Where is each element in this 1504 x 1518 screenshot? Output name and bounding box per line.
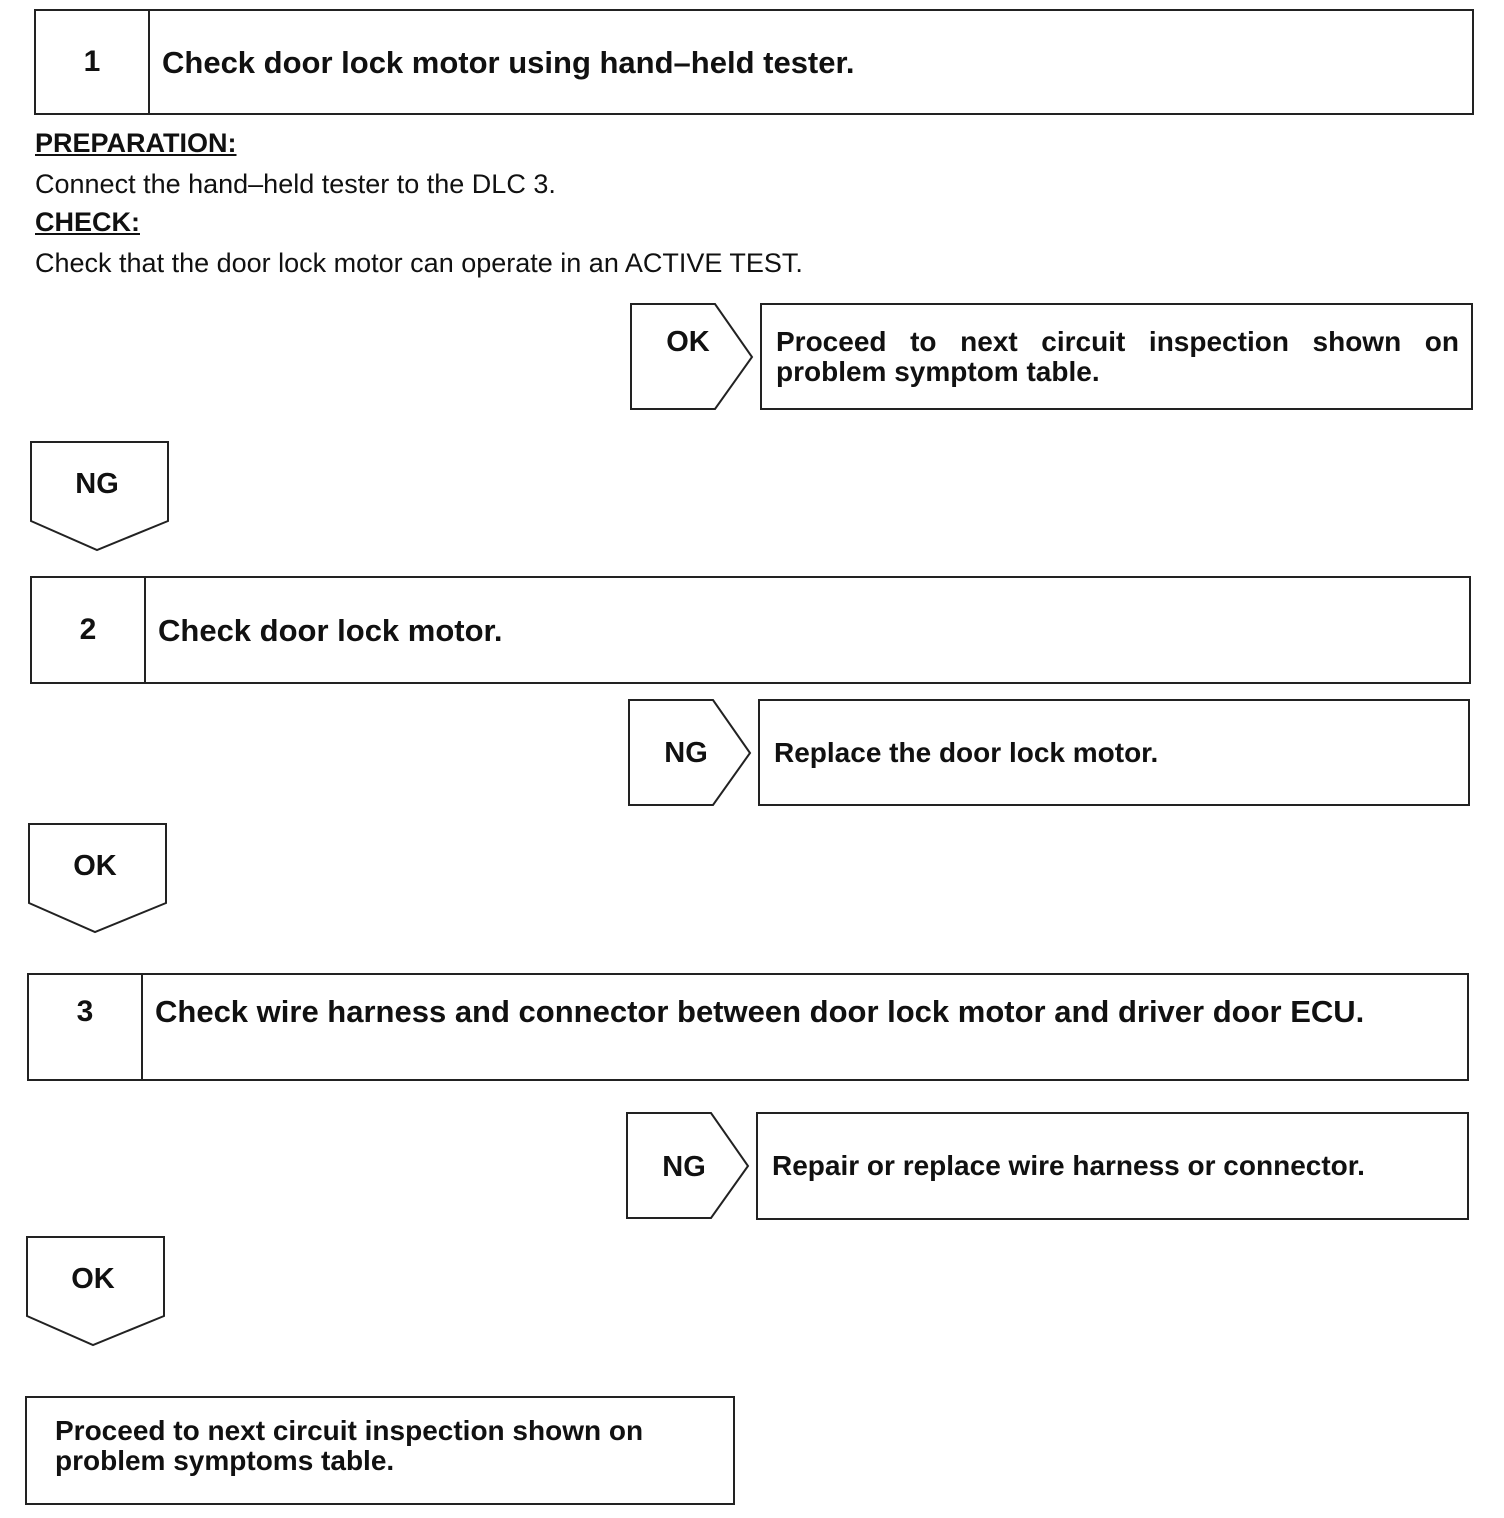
step-1-ng-down-arrow	[30, 441, 170, 553]
step-2-ng-right-arrow	[628, 699, 753, 807]
step-2-number: 2	[32, 578, 146, 682]
step-1-ok-label: OK	[666, 326, 710, 358]
preparation-label: PREPARATION:	[35, 128, 237, 158]
step-2-ok-down-arrow	[28, 823, 168, 935]
step-3-title: Check wire harness and connector between door lock motor and driver door ECU.	[155, 994, 1365, 1029]
step-3-ng-label: NG	[662, 1151, 706, 1183]
step-2-ok-label: OK	[73, 850, 117, 882]
step-3-number: 3	[29, 975, 143, 1079]
preparation-text: Connect the hand–held tester to the DLC 3.	[35, 169, 556, 199]
step-2-box	[30, 576, 1471, 684]
step-3-ng-right-arrow	[626, 1112, 751, 1220]
step-1-ng-label: NG	[75, 468, 119, 500]
step-1-number: 1	[36, 11, 150, 113]
check-label: CHECK:	[35, 207, 140, 237]
step-1-box	[34, 9, 1474, 115]
step-1-ok-result: Proceed to next circuit inspection shown on problem symptom table.	[760, 303, 1473, 410]
step-1-ok-right-arrow	[630, 303, 755, 411]
step-3-ok-down-arrow	[26, 1236, 166, 1348]
step-1-title: Check door lock motor using hand–held tester.	[162, 44, 855, 80]
step-3-ng-result: Repair or replace wire harness or connector.	[756, 1112, 1469, 1220]
step-3-ok-label: OK	[71, 1263, 115, 1295]
check-text: Check that the door lock motor can operate in an ACTIVE TEST.	[35, 248, 803, 278]
step-3-box	[27, 973, 1469, 1081]
final-result-box: Proceed to next circuit inspection shown on problem symptoms table.	[25, 1396, 735, 1505]
step-2-ng-label: NG	[664, 737, 708, 769]
step-2-title: Check door lock motor.	[158, 612, 503, 648]
step-2-ng-result: Replace the door lock motor.	[758, 699, 1470, 806]
